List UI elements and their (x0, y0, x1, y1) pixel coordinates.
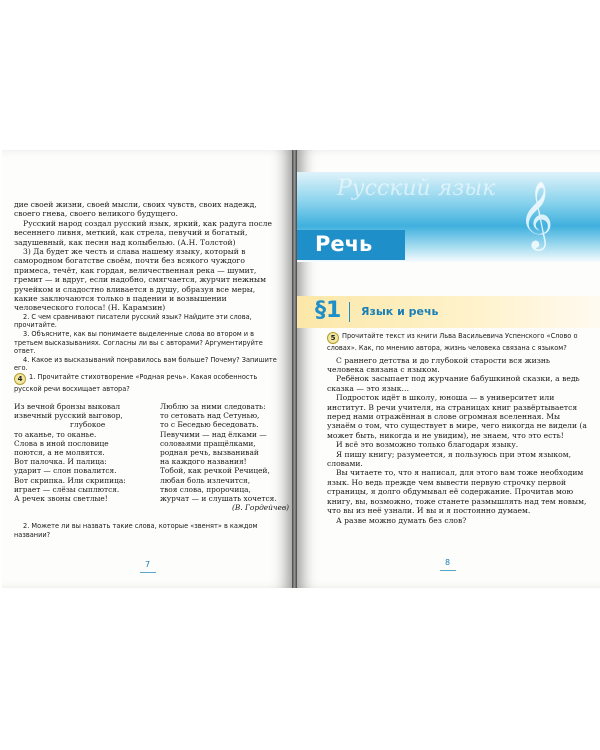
poem-column-right (160, 402, 289, 512)
poem-line: А речек звоны светлые! (14, 494, 108, 504)
paragraph: И всё это возможно только благодаря языку. (336, 440, 519, 450)
paragraph: С раннего детства и до глубокой старости вся жизнь человека связана с языком. (327, 355, 551, 374)
poem-author: (В. Гордейчев) (232, 503, 290, 513)
chapter-banner (297, 172, 600, 262)
paragraph: 3) Да будет же честь и слава нашему языку, который в самородном богатстве своём, почти без всякого чуждого примеса, течёт, как гордая, величественная река — шумит, гремит — и вдруг, если надобно, смягчается, журчит нежным ручейком и сладостно вливается в душу, образуя все меры, какие заключаются только в падении и возвышении человеческого голоса! (Н. Карамзин) (14, 247, 267, 313)
poem-line: Люблю за ними следовать: (160, 402, 266, 411)
question: 3. Объясните, как вы понимаете выделенные слова во втором и в третьем высказываниях. Согласны ли вы с авторами? Аргументируйте ответ. (14, 330, 263, 356)
poem-line: журчат — и слушать хочется. (160, 494, 277, 504)
page-number-rule (440, 570, 456, 571)
page-number: 7 (145, 560, 151, 569)
poem-line: Слова в иной пословице (14, 438, 109, 448)
left-body (14, 200, 280, 394)
paragraph: Русский народ создал русский язык, яркий, как радуга после весеннего ливня, меткий, как стрела, певучий и богатый, задушевный, как песня над колыбелью. (А.Н. Толстой) (14, 218, 272, 247)
poem-line: Певучими — над ёлками — (160, 429, 267, 439)
paragraph: дие своей жизни, своей мысли, своих чувств, своих надежд, своего гнева, своего великого будущего. (14, 200, 257, 219)
exercise-text: Прочитайте текст из книги Льва Васильевича Успенского «Слово о словах». Как, по мнению автора, жизнь человека связана с языком? (327, 332, 578, 352)
poem-line: то сетовать над Сетунью, (160, 411, 260, 421)
question: 2. Можете ли вы назвать такие слова, которые «звенят» в каждом названии? (14, 522, 258, 539)
page-number-rule (140, 572, 156, 573)
question: 2. С чем сравнивают писатели русский язык? Найдите эти слова, прочитайте. (14, 312, 252, 330)
question: 4. Какое из высказываний понравилось вам больше? Почему? Запишите его. (14, 355, 277, 373)
poem-line: Вот палочка. И палица: (14, 457, 107, 467)
poem-line: на каждого названия! (160, 457, 247, 467)
poem-column-left (14, 402, 126, 503)
open-book (0, 150, 600, 588)
section-header (297, 296, 600, 328)
exercise-text: 1. Прочитайте стихотворение «Родная речь». Какая особенность русской речи восхищает автора? (14, 373, 258, 394)
poem-line: любая боль излечится, (160, 475, 251, 485)
exercise (327, 332, 589, 353)
final-question-block (14, 522, 280, 539)
paragraph: Вы читаете то, что я написал, для этого вам тоже необходим язык. Но ведь прежде чем вывести первую строчку первой страницы, я долго обдумывал её содержание. Прочитав мою книгу, вы, возможно, тоже станете размышлять над тем новым, что вы из неё узнали. И вы и я постоянно думаем. (327, 468, 587, 516)
page-number: 8 (445, 558, 451, 567)
poem-line: поются, а не молвятся. (14, 448, 105, 458)
poem-line: ударит — слон повалится. (14, 466, 117, 476)
section-number: §1 (315, 298, 342, 323)
chapter-title: Речь (315, 232, 373, 256)
poem-line: извечный русский выговор, (14, 411, 123, 421)
exercise-number-badge: 4 (14, 373, 26, 385)
right-body (327, 332, 589, 525)
poem-line: родная речь, вызванивай (160, 448, 259, 458)
poem-line: Вот скрипка. Или скрипица: (14, 475, 126, 485)
left-page (2, 150, 292, 588)
banner-script-text: Русский язык (337, 176, 496, 201)
poem-line: Из вечной бронзы выковал (14, 402, 121, 411)
paragraph: А разве можно думать без слов? (336, 515, 467, 525)
paragraph: Подросток идёт в школу, юноша — в университет или институт. В речи учителя, на страницах книг развёртывается перед нами отражённая в слове огромная вселенная. Мы узнаём о том, что существует в мире, чего никогда не видели (а может быть, никогда и не увидим), не знаем, что это есть! (327, 393, 587, 440)
poem-line: играет — слёзы сыплются. (14, 484, 120, 494)
poem-line: Тобой, как речкой Речицей, (160, 466, 270, 476)
paragraph: Я пишу книгу; разумеется, я пользуюсь при этом языком, словами. (327, 449, 572, 469)
exercise (14, 373, 280, 394)
treble-clef-icon: 𝄞 (519, 180, 554, 248)
poem-line: то с Беседью беседовать. (160, 420, 259, 430)
poem-line: твоя слова, пророчица, (160, 484, 251, 494)
section-divider (349, 302, 350, 322)
paragraph: Ребёнок засыпает под журчание бабушкиной сказки, а ведь сказка — это язык… (327, 374, 580, 393)
exercise-number-badge: 5 (327, 332, 339, 344)
right-page (297, 150, 600, 588)
chapter-title-box (297, 230, 405, 260)
poem-line: глубокое (70, 420, 106, 430)
poem-line: то аканье, то оканье. (14, 429, 97, 439)
poem-line: соловьями пращёлками, (160, 438, 256, 448)
section-title: Язык и речь (361, 305, 439, 318)
